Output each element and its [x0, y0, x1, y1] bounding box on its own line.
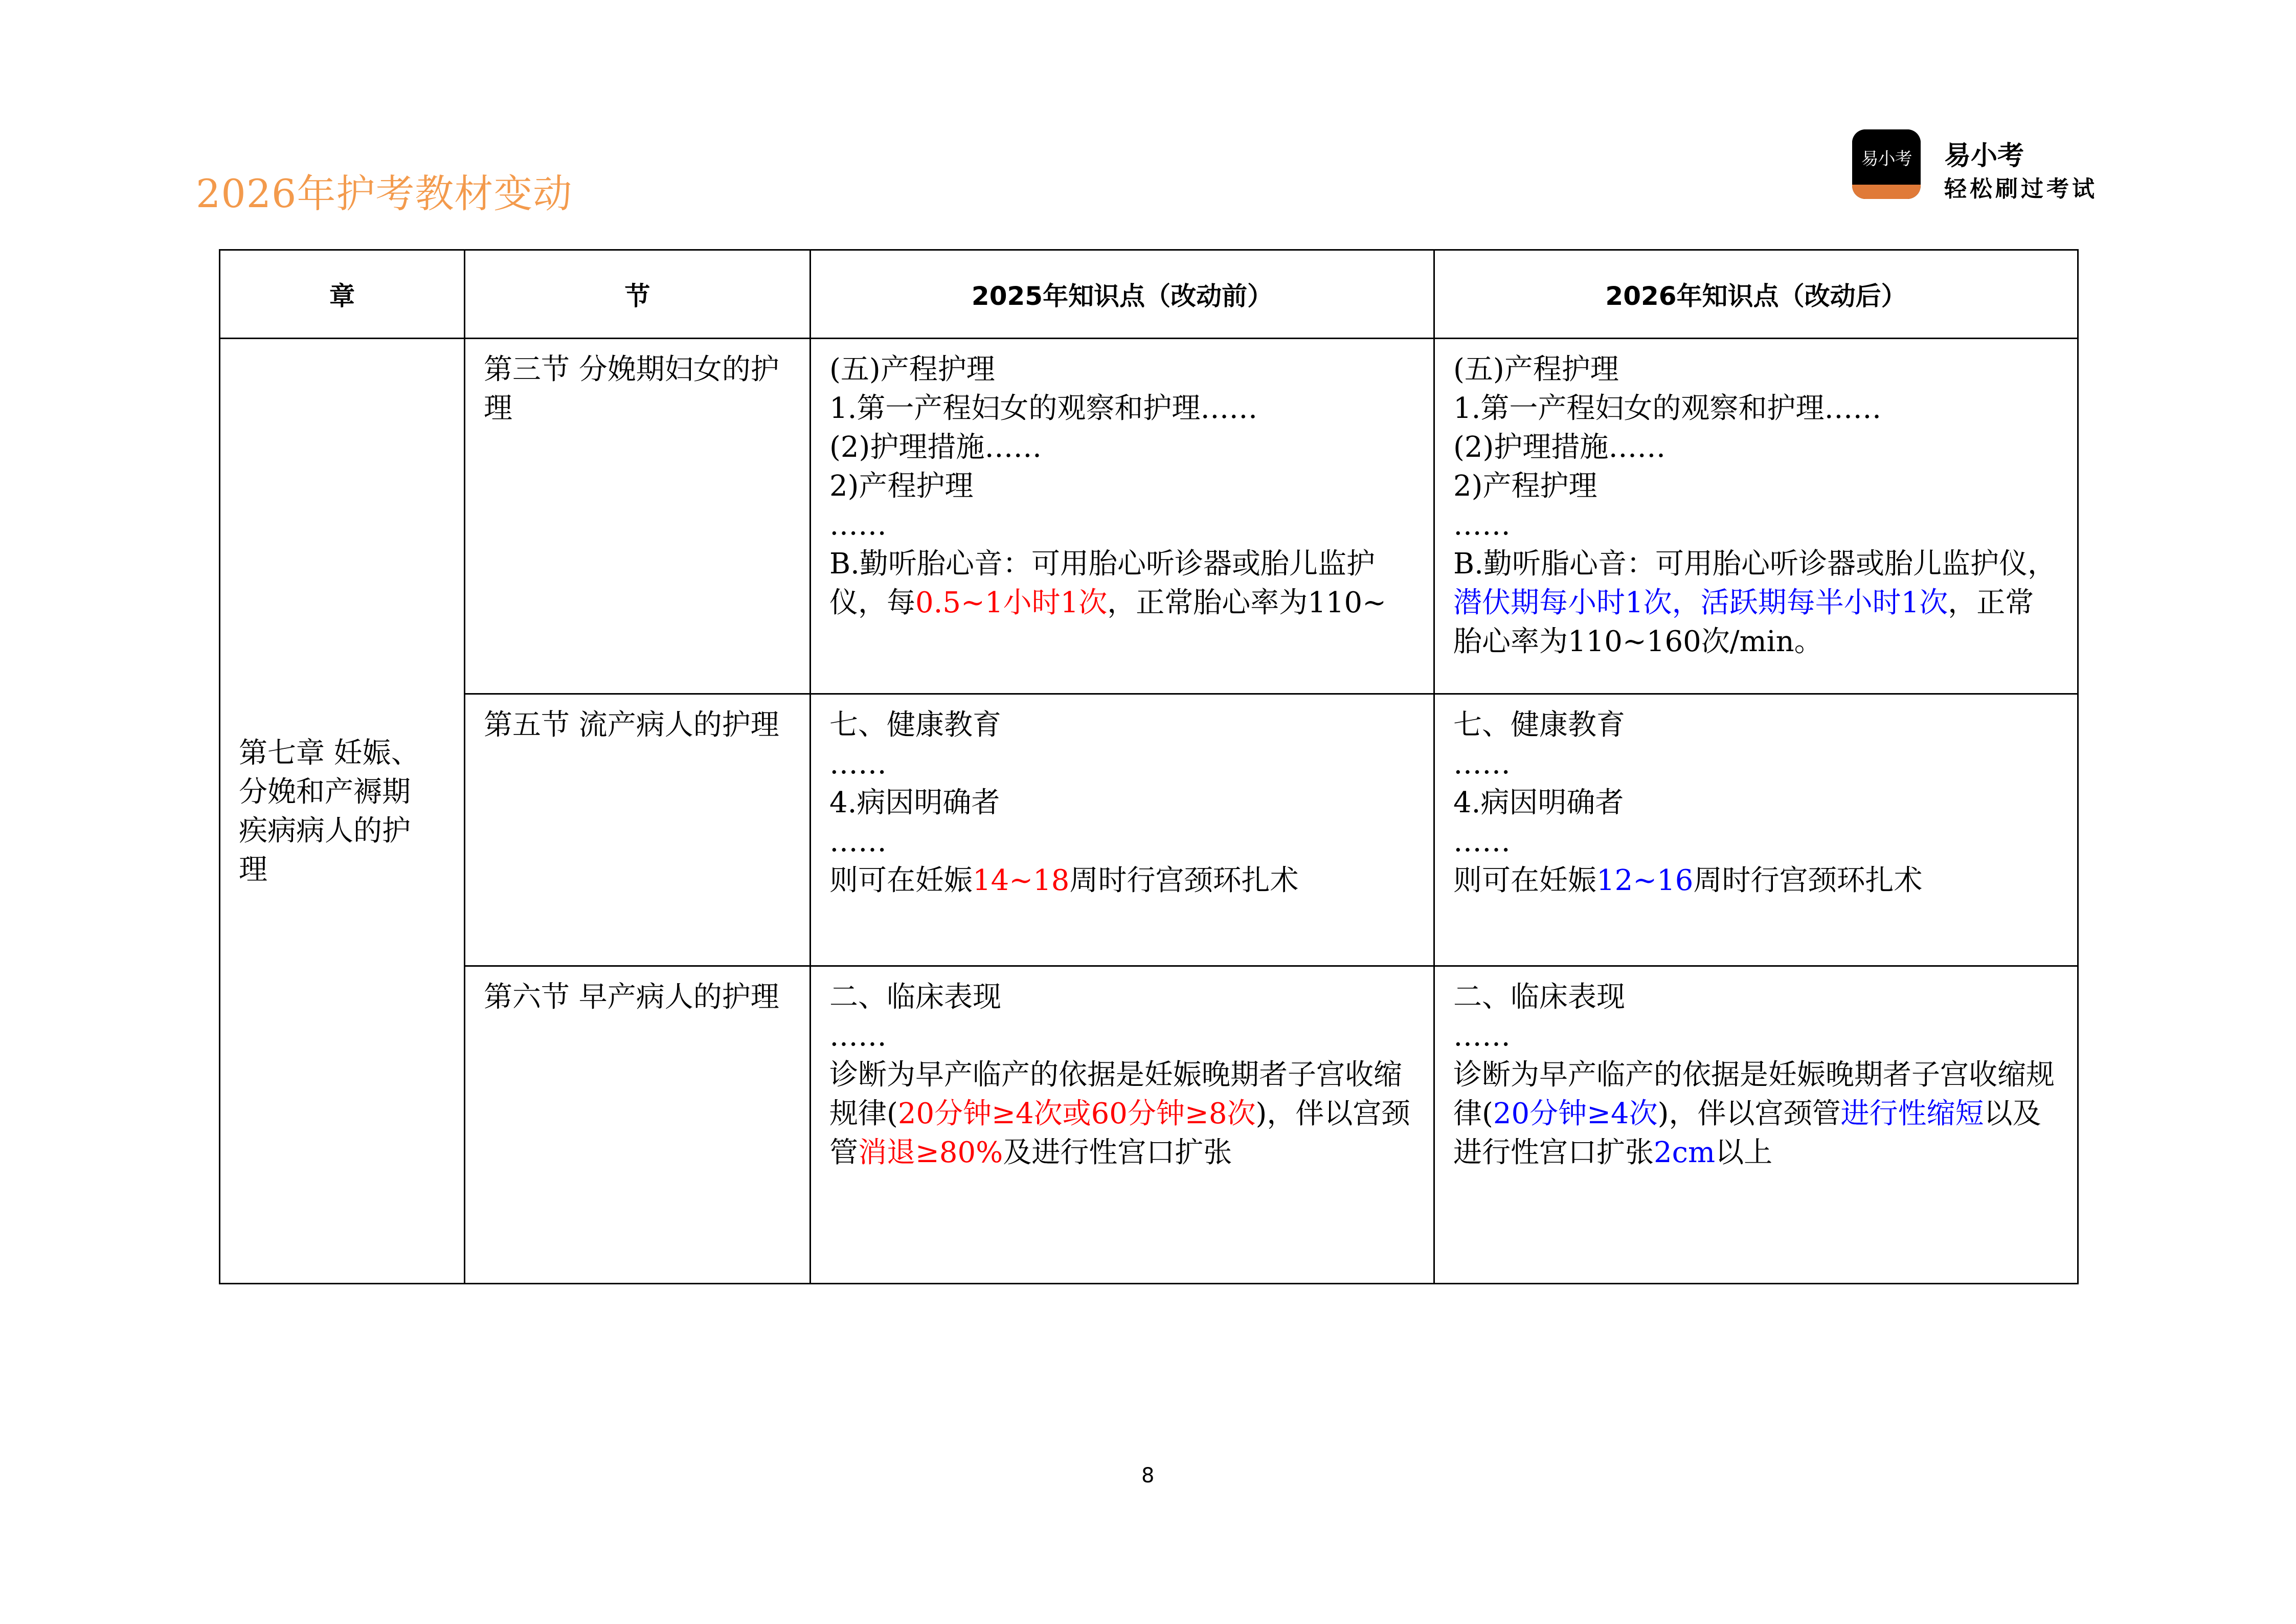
text-line [1453, 547, 2056, 658]
text-line: …… [1453, 825, 1511, 858]
before-cell [811, 966, 1434, 1284]
text-line: (2)护理措施…… [1453, 431, 1666, 464]
table-row [220, 694, 2078, 966]
text: 诊断为早产临产的依据是妊娠晚期者子宫收缩规律( [829, 1058, 1402, 1130]
table-header-row [220, 250, 2078, 339]
header-chapter: 章 [220, 250, 465, 339]
added-text: 2cm [1654, 1136, 1716, 1169]
added-text: 12~16 [1596, 864, 1694, 897]
table-row [220, 966, 2078, 1284]
text-line: …… [1453, 508, 1511, 542]
removed-text: 0.5~1小时1次 [915, 586, 1108, 619]
added-text: 进行性缩短 [1840, 1097, 1984, 1130]
text-line: …… [1453, 747, 1511, 781]
text: )，伴以宫颈管 [1657, 1097, 1841, 1130]
text-line: (五)产程护理 [1453, 353, 1619, 386]
text-line [829, 547, 1386, 619]
text-line: 2)产程护理 [829, 470, 974, 503]
chapter-name: 第七章 妊娠、分娩和产褥期疾病病人的护理 [239, 736, 420, 886]
logo-text: 易小考 [1852, 129, 1921, 185]
brand-slogan: 轻松刷过考试 [1944, 176, 2098, 202]
text: 以及进行性宫口扩张 [1453, 1097, 2041, 1169]
text-line: 4.病因明确者 [829, 786, 1000, 819]
text-line: (2)护理措施…… [829, 431, 1042, 464]
text: 及进行性宫口扩张 [1003, 1136, 1232, 1169]
text-line: …… [829, 508, 887, 542]
text-line: 4.病因明确者 [1453, 786, 1624, 819]
before-cell [811, 694, 1434, 966]
text: ，正常胎心率为110~160次/min。 [1453, 586, 2034, 658]
text-line: …… [829, 1019, 887, 1053]
removed-text: 消退≥80% [858, 1136, 1003, 1169]
comparison-table [219, 249, 2079, 1284]
page-title: 2026年护考教材变动 [196, 171, 573, 216]
brand-logo-icon [1852, 129, 1921, 199]
text: B.勤听脂心音：可用胎心听诊器或胎儿监护仪， [1453, 547, 2056, 581]
text-line [1453, 1058, 2055, 1169]
section-cell [465, 966, 811, 1284]
text: 诊断为早产临产的依据是妊娠晚期者子宫收缩规律( [1453, 1058, 2055, 1130]
text-line [829, 1058, 1410, 1169]
text: 则可在妊娠 [1453, 864, 1596, 897]
text-line: …… [829, 825, 887, 858]
text: 则可在妊娠 [829, 864, 973, 897]
after-cell [1434, 966, 2078, 1284]
text-line: 1.第一产程妇女的观察和护理…… [1453, 392, 1882, 425]
header-section: 节 [465, 250, 811, 339]
section-name: 第六节 早产病人的护理 [484, 981, 779, 1014]
text: ，正常胎心率为110~ [1107, 586, 1387, 619]
before-cell [811, 339, 1434, 694]
text: )，伴以宫颈管 [829, 1097, 1410, 1169]
text: 以上 [1715, 1136, 1773, 1169]
text-line [829, 861, 1416, 900]
brand-name: 易小考 [1944, 141, 2024, 171]
text: 周时行宫颈环扎术 [1069, 864, 1299, 897]
section-cell [465, 694, 811, 966]
after-cell [1434, 694, 2078, 966]
text-line: 七、健康教育 [1453, 708, 1625, 742]
text-line: 2)产程护理 [1453, 470, 1597, 503]
after-cell [1434, 339, 2078, 694]
page-number: 8 [1141, 1464, 1155, 1487]
section-name: 第五节 流产病人的护理 [484, 708, 779, 742]
header-after-2026: 2026年知识点（改动后） [1434, 250, 2078, 339]
logo-accent-bar [1852, 185, 1921, 199]
text-line: 1.第一产程妇女的观察和护理…… [829, 392, 1258, 425]
chapter-cell [220, 339, 465, 1284]
text-line: …… [1453, 1019, 1511, 1053]
removed-text: 20分钟≥4次或60分钟≥8次 [897, 1097, 1256, 1130]
text-line: …… [829, 747, 887, 781]
text-line: 七、健康教育 [829, 708, 1001, 742]
removed-text: 14~18 [973, 864, 1070, 897]
section-name: 第三节 分娩期妇女的护理 [484, 353, 779, 425]
text-line: 二、临床表现 [1453, 981, 1625, 1014]
text: B.勤听胎心音：可用胎心听诊器或胎儿监护仪，每 [829, 547, 1375, 619]
text: 周时行宫颈环扎术 [1693, 864, 1923, 897]
section-cell [465, 339, 811, 694]
added-text: 潜伏期每小时1次，活跃期每半小时1次 [1453, 586, 1948, 619]
added-text: 20分钟≥4次 [1493, 1097, 1658, 1130]
table-row [220, 339, 2078, 694]
text-line [1453, 861, 2060, 900]
header-before-2025: 2025年知识点（改动前） [811, 250, 1434, 339]
text-line: (五)产程护理 [829, 353, 995, 386]
text-line: 二、临床表现 [829, 981, 1001, 1014]
